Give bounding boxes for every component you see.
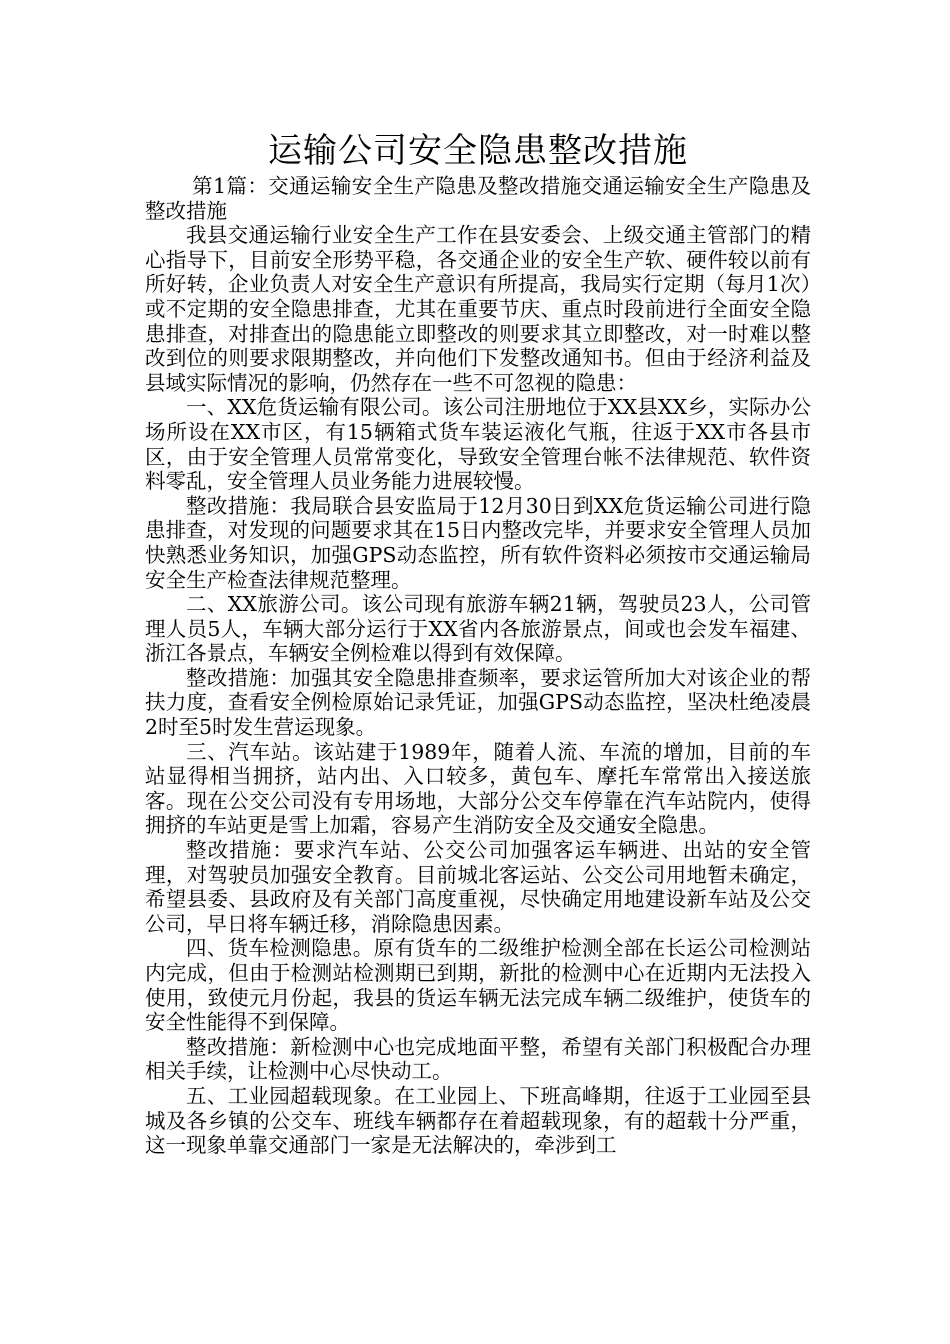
paragraph-measure-4: 整改措施：新检测中心也完成地面平整，希望有关部门积极配合办理相关手续，让检测中心尽快动工。 [145,1034,811,1084]
paragraph-hazard-4: 四、货车检测隐患。原有货车的二级维护检测全部在长运公司检测站内完成，但由于检测站检测期已到期，新批的检测中心在近期内无法投入使用，致使元月份起，我县的货运车辆无法完成车辆二级维护，使货车的安全性能得不到保障。 [145,936,811,1035]
paragraph-hazard-3: 三、汽车站。该站建于1989年，随着人流、车流的增加，目前的车站显得相当拥挤，站内出、入口较多，黄包车、摩托车常常出入接送旅客。现在公交公司没有专用场地，大部分公交车停靠在汽车站院内，使得拥挤的车站更是雪上加霜，容易产生消防安全及交通安全隐患。 [145,739,811,838]
paragraph-hazard-2: 二、XX旅游公司。该公司现有旅游车辆21辆，驾驶员23人，公司管理人员5人，车辆大部分运行于XX省内各旅游景点，间或也会发车福建、浙江各景点，车辆安全例检难以得到有效保障。 [145,592,811,666]
paragraph-hazard-5: 五、工业园超载现象。在工业园上、下班高峰期，往返于工业园至县城及各乡镇的公交车、班线车辆都存在着超载现象，有的超载十分严重，这一现象单靠交通部门一家是无法解决的，牵涉到工 [145,1083,811,1158]
paragraph-measure-1: 整改措施：我局联合县安监局于12月30日到XX危货运输公司进行隐患排查，对发现的问题要求其在15日内整改完毕，并要求安全管理人员加快熟悉业务知识，加强GPS动态监控，所有软件资料必须按市交通运输局安全生产检查法律规范整理。 [145,493,811,592]
document-page [145,128,811,1158]
paragraph-hazard-1: 一、XX危货运输有限公司。该公司注册地位于XX县XX乡，实际办公场所设在XX市区，有15辆箱式货车装运液化气瓶，往返于XX市各县市区，由于安全管理人员常常变化，导致安全管理台帐不法律规范、软件资料零乱，安全管理人员业务能力进展较慢。 [145,395,811,494]
document-title: 运输公司安全隐患整改措施 [268,131,688,171]
paragraph-measure-2: 整改措施：加强其安全隐患排查频率，要求运管所加大对该企业的帮扶力度，查看安全例检原始记录凭证，加强GPS动态监控，坚决杜绝凌晨2时至5时发生营运现象。 [145,665,811,740]
paragraph-measure-3: 整改措施：要求汽车站、公交公司加强客运车辆进、出站的安全管理，对驾驶员加强安全教育。目前城北客运站、公交公司用地暂未确定，希望县委、县政府及有关部门高度重视，尽快确定用地建设新车站及公交公司，早日将车辆迁移，消除隐患因素。 [145,838,811,936]
paragraph-chapter-heading: 第1篇：交通运输安全生产隐患及整改措施交通运输安全生产隐患及整改措施 [145,174,811,223]
paragraph-intro: 我县交通运输行业安全生产工作在县安委会、上级交通主管部门的精心指导下，目前安全形势平稳，各交通企业的安全生产软、硬件较以前有所好转，企业负责人对安全生产意识有所提高，我局实行定期（每月1次）或不定期的安全隐患排查，尤其在重要节庆、重点时段前进行全面安全隐患排查，对排查出的隐患能立即整改的则要求其立即整改，对一时难以整改到位的则要求限期整改，并向他们下发整改通知书。但由于经济利益及县域实际情况的影响，仍然存在一些不可忽视的隐患： [145,223,811,395]
